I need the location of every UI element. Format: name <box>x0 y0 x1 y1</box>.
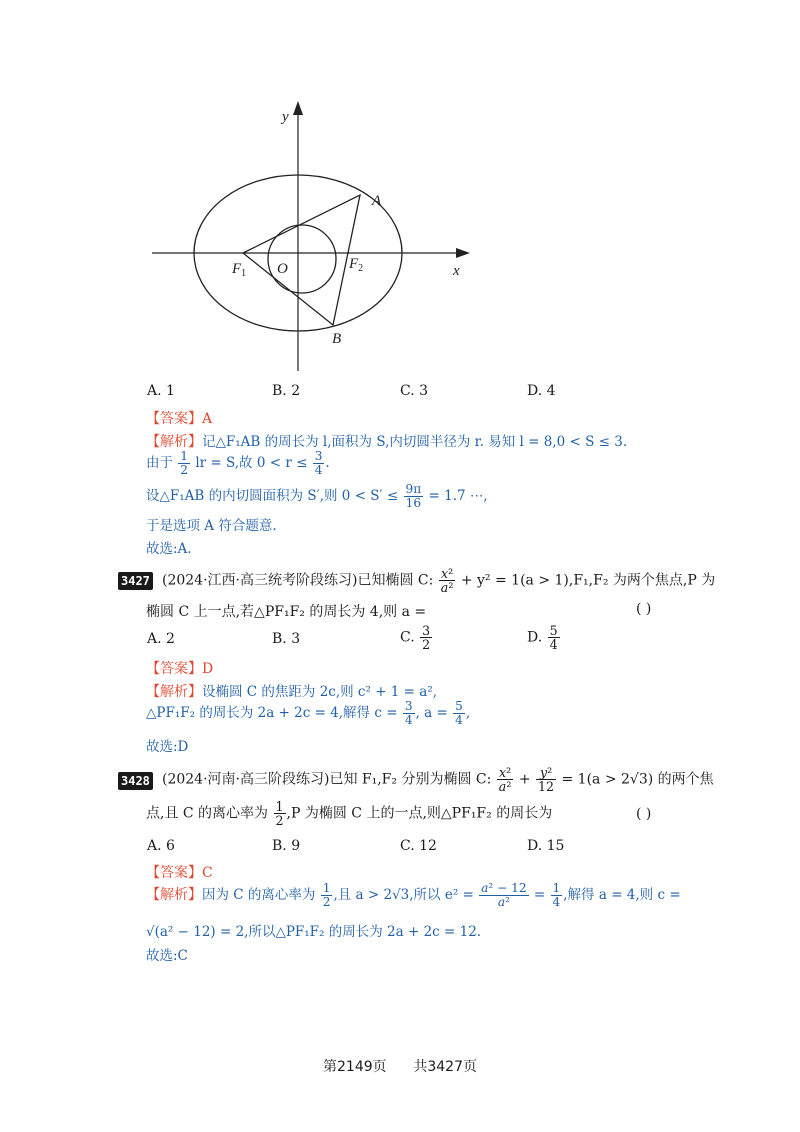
option-b: B. 3 <box>272 631 301 647</box>
label-a: A <box>372 193 382 209</box>
q3426-analysis-line4: 于是选项 A 符合题意. <box>146 518 277 534</box>
y-axis-arrow <box>293 101 303 115</box>
q3427-stem-line2: 椭圆 C 上一点,若△PF₁F₂ 的周长为 4,则 a = <box>146 604 427 620</box>
label-y: y <box>282 109 289 125</box>
option-c: C. 12 <box>400 838 437 854</box>
label-f2: F <box>349 256 359 272</box>
label-f1: F <box>232 261 242 277</box>
label-x: x <box>453 263 460 279</box>
svg-text:F2: $F_2$ <box>349 256 364 274</box>
label-o: O <box>277 261 288 277</box>
option-d: D. 4 <box>527 383 556 399</box>
page-footer <box>0 1056 800 1076</box>
option-c: C. 3 <box>400 383 429 399</box>
option-a: A. 1 <box>147 383 175 399</box>
q3426-analysis-line3: 设△F₁AB 的内切圆面积为 S′,则 0 < S′ ≤ $\frac{9\pi}{16}$ = 1.7 ⋯, <box>146 482 488 510</box>
q3427-stem-line1: (2024·江西·高三统考阶段练习)已知椭圆 C: $\frac{\text{x²}}{\text{a²}}$ + y² = 1(a > 1),F₁,F₂ 为两个焦点,P 为 <box>162 566 716 596</box>
q3428-analysis-line3: 故选:C <box>146 948 188 964</box>
q3428-stem-line1: (2024·河南·高三阶段练习)已知 F₁,F₂ 分别为椭圆 C: $\frac{\text{x²}}{\text{a²}}$ + $\frac{\text{y²}}{12}$ = 1(a > 2√3) 的两个焦 <box>162 765 714 795</box>
q3426-answer: 【答案】A <box>146 411 213 427</box>
q3427-analysis-line2: △PF₁F₂ 的周长为 2a + 2c = 4,解得 c = $\frac{3}{4}$ , a = $\frac{5}{4}$ , <box>146 699 471 727</box>
page-number: 第2149页 <box>323 1059 387 1075</box>
q3428-answer: 【答案】C <box>146 865 213 881</box>
q3427-analysis-line3: 故选:D <box>146 739 189 755</box>
option-b: B. 9 <box>272 838 301 854</box>
option-d: D. 15 <box>527 838 565 854</box>
option-d: D. $\frac{5}{4}$ <box>527 623 558 653</box>
q3427-analysis-line1: 【解析】设椭圆 C 的焦距为 2c,则 c² + 1 = a², <box>146 684 438 700</box>
q3428-answer-blank: ( ) <box>636 806 652 822</box>
label-b: B <box>332 331 342 347</box>
option-a: A. 6 <box>147 838 175 854</box>
q3428-stem-line2: 点,且 C 的离心率为 $\frac{1}{2}$ ,P 为椭圆 C 上的一点,则△PF₁F₂ 的周长为 <box>146 799 553 829</box>
question-number-badge: 3428 <box>118 772 153 790</box>
q3426-analysis-line1: 【解析】记△F₁AB 的周长为 l,面积为 S,内切圆半径为 r. 易知 l = 8,0 < S ≤ 3. <box>146 434 628 450</box>
svg-text:F1: $F_1$ <box>232 261 247 279</box>
q3428-analysis-line2: √(a² − 12) = 2,所以△PF₁F₂ 的周长为 2a + 2c = 12. <box>146 924 482 940</box>
q3426-analysis-line2: 由于 $\frac{1}{2}$ lr = S,故 0 < r ≤ $\frac{3}{4}$ . <box>146 449 330 477</box>
q3426-analysis-line5: 故选:A. <box>146 541 192 557</box>
q3428-analysis-line1: 【解析】因为 C 的离心率为 $\frac{1}{2}$ ,且 a > 2√3,所以 e² = $\frac{\text{a² − 12}}{\text{a²}}$ = $\frac{1}{4}$ ,解得 a = 4,则 c = <box>146 881 681 909</box>
option-c: C. $\frac{3}{2}$ <box>400 623 431 653</box>
option-a: A. 2 <box>147 631 175 647</box>
x-axis-arrow <box>456 248 470 258</box>
ellipse-figure <box>140 95 480 380</box>
triangle-f1ab <box>243 195 360 325</box>
option-b: B. 2 <box>272 383 301 399</box>
q3427-answer-blank: ( ) <box>636 601 652 617</box>
question-number-badge: 3427 <box>118 572 153 590</box>
page-total: 共3427页 <box>413 1059 477 1075</box>
q3427-answer: 【答案】D <box>146 661 214 677</box>
